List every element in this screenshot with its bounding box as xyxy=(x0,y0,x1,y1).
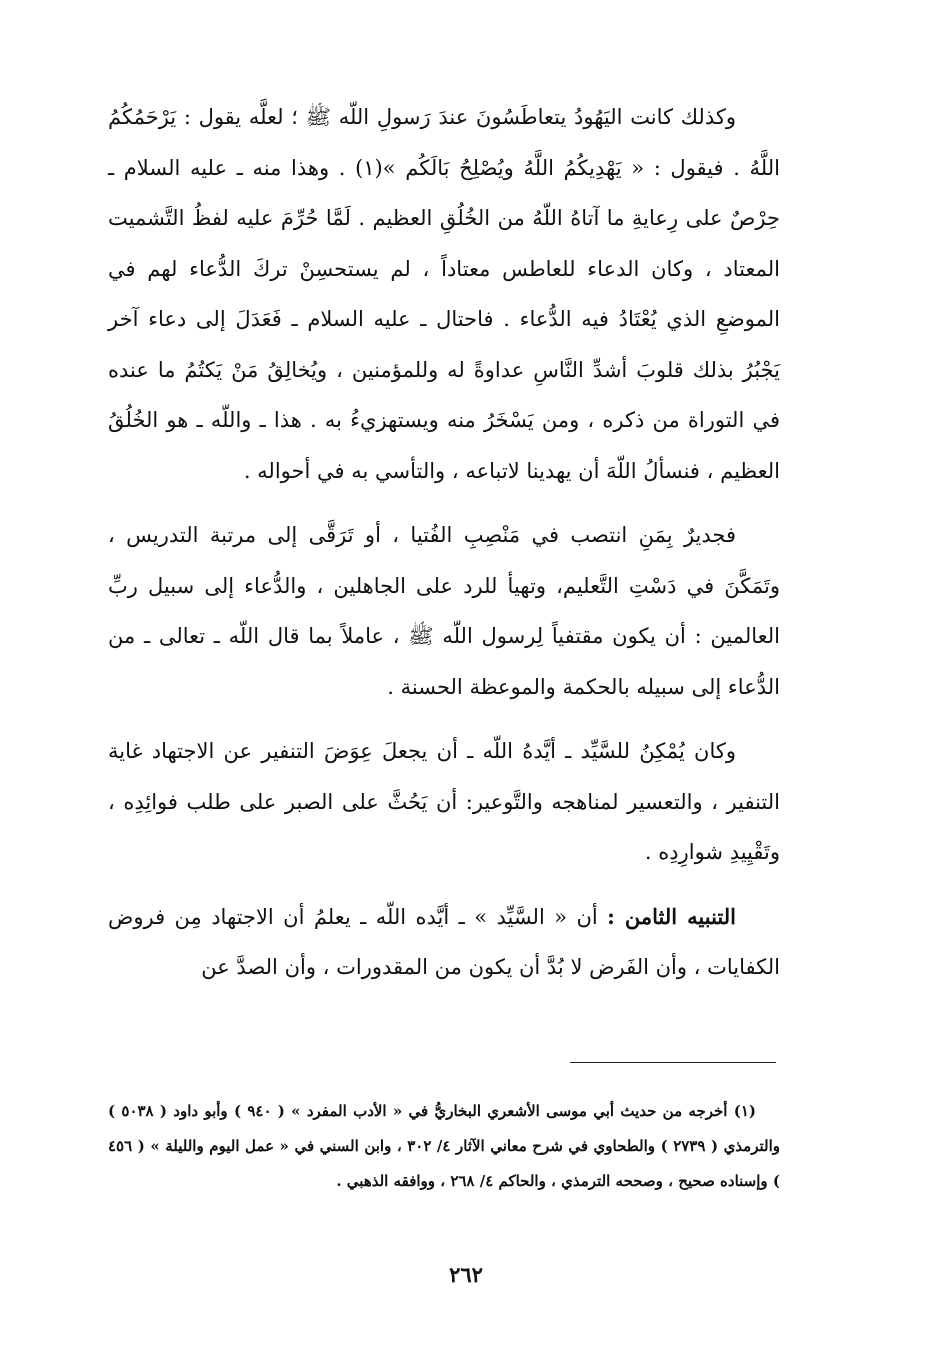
paragraph-1: وكذلك كانت اليَهُودُ يتعاطَسُونَ عندَ رَسولِ اللّه ﷺ ؛ لعلَّه يقول : يَرْحَمُكُمُ اللَّهُ . فيقول : « يَهْدِيكُمُ اللَّهُ ويُصْلِحُ بَالَكُم »(١) . وهذا منه ـ عليه السلام ـ حِرْصٌ على رِعايةِ ما آتاهُ اللّهُ من الخُلُقِ العظيم . لَمَّا حُرِّمَ عليه لفظُ التَّشميت المعتاد ، وكان الدعاء للعاطس معتاداً ، لم يستحسِنْ تركَ الدُّعاء لهم في الموضعِ الذي يُعْتَادُ فيه الدُّعاء . فاحتال ـ عليه السلام ـ فَعَدَلَ إلى دعاء آخر يَجْبُرُ بذلك قلوبَ أشدِّ النَّاسِ عداوةً له وللمؤمنين ، ويُخالِقُ مَنْ يَكتُمُ ما عنده في التوراة من ذكره ، ومن يَسْخَرُ منه ويستهزيءُ به . هذا ـ واللّه ـ هو الخُلُقُ العظيم ، فنسألُ اللّهَ أن يهدينا لاتباعه ، والتأسي به في أحواله . xyxy=(108,105,780,483)
section-lead: التنبيه الثامن : xyxy=(607,903,736,929)
footnote-divider xyxy=(570,1062,776,1063)
main-text xyxy=(108,92,780,993)
paragraph-2: فجديرٌ بِمَنِ انتصب في مَنْصِبِ الفُتيا ، أو تَرَقَّى إلى مرتبة التدريس ، وتَمَكَّنَ في دَسْتِ التَّعليم، وتهيأ للرد على الجاهلين ، والدُّعاء إلى سبيل ربِّ العالمين : أن يكون مقتفياً لِرسول اللّه ﷺ ، عاملاً بما قال اللّه ـ تعالى ـ من الدُّعاء إلى سبيله بالحكمة والموعظة الحسنة . xyxy=(108,523,780,699)
footnote-1: (١) أخرجه من حديث أبي موسى الأشعري البخاريُّ في « الأدب المفرد » ( ٩٤٠ ) وأبو داود ( ٥٠٣٨ ) والترمذي ( ٢٧٣٩ ) والطحاوي في شرح معاني الآثار ٤/ ٣٠٢ ، وابن السني في « عمل اليوم والليلة » ( ٤٥٦ ) وإسناده صحيح ، وصححه الترمذي ، والحاكم ٤/ ٢٦٨ ، ووافقه الذهبي . xyxy=(108,1102,780,1190)
footnotes xyxy=(108,1094,780,1199)
paragraph-4 xyxy=(108,892,780,993)
paragraph-4-text: أن « السَّيِّد » ـ أيَّده اللّه ـ يعلمُ أن الاجتهاد مِن فروض الكفايات ، وأن الفَرض لا بُدَّ أن يكون من المقدورات ، وأن الصدَّ عن xyxy=(108,904,780,979)
paragraph-3: وكان يُمْكِنُ للسَّيِّد ـ أيَّدهُ اللّه ـ أن يجعلَ عِوَضَ التنفير عن الاجتهاد غاية التنفير ، والتعسير لمناهجه والتَّوعير: أن يَحُثَّ على الصبر على طلب فوائِدِه ، وتَقْيِيدِ شوارِدِه . xyxy=(108,739,780,864)
page-number: ٢٦٢ xyxy=(449,1262,483,1287)
